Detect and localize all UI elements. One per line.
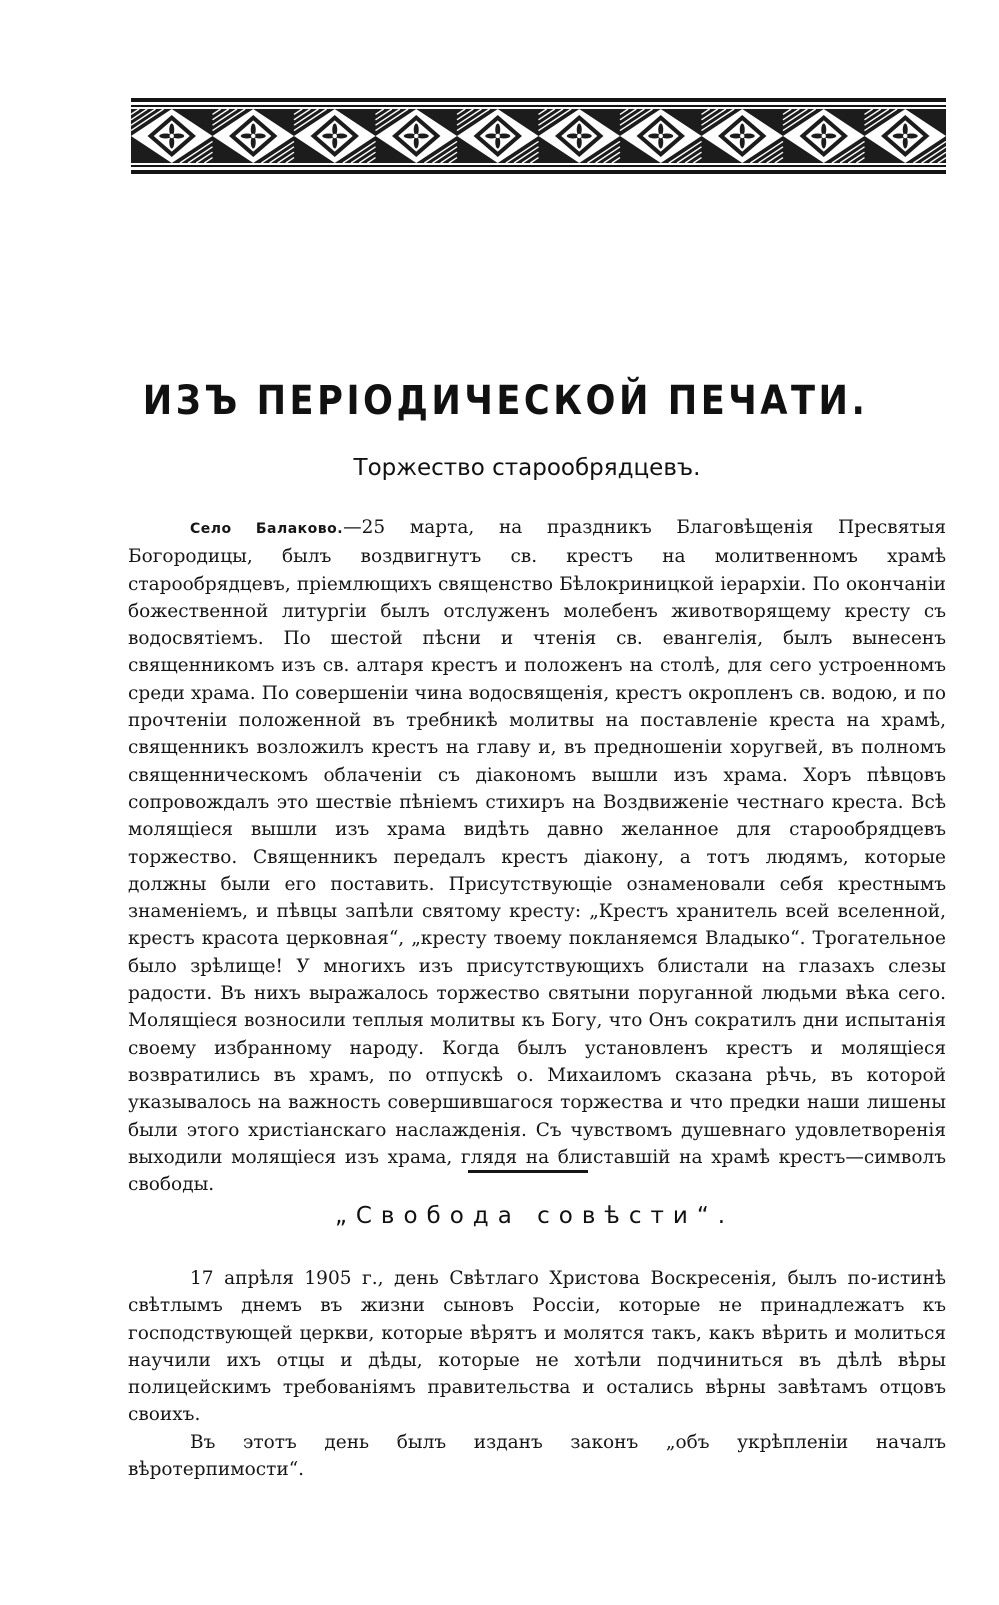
page-title: ИЗЪ ПЕРІОДИЧЕСКОЙ ПЕЧАТИ. xyxy=(142,378,869,424)
section-divider xyxy=(468,1170,588,1173)
ornament-pattern xyxy=(131,98,946,174)
article-title: Торжество старообрядцевъ. xyxy=(353,455,701,481)
section-title: „Свобода совѣсти“. xyxy=(334,1203,735,1229)
article-lead: Село Балаково. xyxy=(190,521,344,537)
article-paragraph xyxy=(128,514,946,1198)
section-paragraph: Въ этотъ день былъ изданъ законъ „объ укрѣпленіи началъ вѣротерпимости“. xyxy=(128,1431,946,1481)
article-text: —25 марта, на праздникъ Благовѣщенія Пресвятыя Богородицы, былъ воздвигнутъ св. крестъ на молитвенномъ храмѣ старообрядцевъ, пріемлющихъ священство Бѣлокриницкой іерархіи. По окончаніи божественной литургіи былъ отслуженъ молебенъ животворящему кресту съ водосвятіемъ. По шестой пѣсни и чтенія св. евангелія, былъ вынесенъ священникомъ изъ св. алтаря крестъ и положенъ на столѣ, для сего устроенномъ среди храма. По совершеніи чина водосвященія, крестъ окропленъ св. водою, и по прочтеніи положенной въ требникѣ молитвы на поставленіе креста на храмѣ, священникъ возложилъ крестъ на главу и, въ предношеніи хоругвей, въ полномъ священническомъ облаченіи съ діакономъ вышли изъ храма. Хоръ пѣвцовъ сопровождалъ это шествіе пѣніемъ стихиръ на Воздвиженіе честнаго креста. Всѣ молящіеся вышли изъ храма видѣть давно желанное для старообрядцевъ торжество. Священникъ передалъ крестъ діакону, а тотъ людямъ, которые должны были его поставить. Присутствующіе ознаменовали себя крестнымъ знаменіемъ, и пѣвцы запѣли святому кресту: „Крестъ хранитель всей вселенной, крестъ красота церковная“, „кресту твоему покланяемся Владыко“. Трогательное было зрѣлище! У многихъ изъ присутствующихъ блистали на глазахъ слезы радости. Въ нихъ выражалось торжество святыни поруганной людьми вѣка сего. Молящіеся возносили теплыя молитвы къ Богу, что Онъ сократилъ дни испытанія своему избранному народу. Когда былъ установленъ крестъ и молящіеся возвратились въ храмъ, по отпускѣ о. Михаиломъ сказана рѣчь, въ которой указывалось на важность совершившагося торжества и что предки наши лишены были этого христіанскаго наслажденія. Съ чувствомъ душевнаго удовлетворенія выходили молящіеся изъ храма, глядя на блиставшій на храмѣ крестъ—символъ свободы. xyxy=(128,517,946,1196)
section-body xyxy=(128,1265,946,1483)
article-body xyxy=(128,514,946,1198)
section-paragraph: 17 апрѣля 1905 г., день Свѣтлаго Христова Воскресенія, былъ по-истинѣ свѣтлымъ днемъ въ жизни сыновъ Россіи, которые не принадлежатъ къ господствующей церкви, которые вѣрятъ и молятся такъ, какъ вѣрить и молиться научили ихъ отцы и дѣды, которые не хотѣли подчиниться въ дѣлѣ вѣры полицейскимъ требованіямъ правительства и остались вѣрны завѣтамъ отцовъ своихъ. xyxy=(128,1268,946,1426)
ornamental-header-band xyxy=(131,98,946,174)
